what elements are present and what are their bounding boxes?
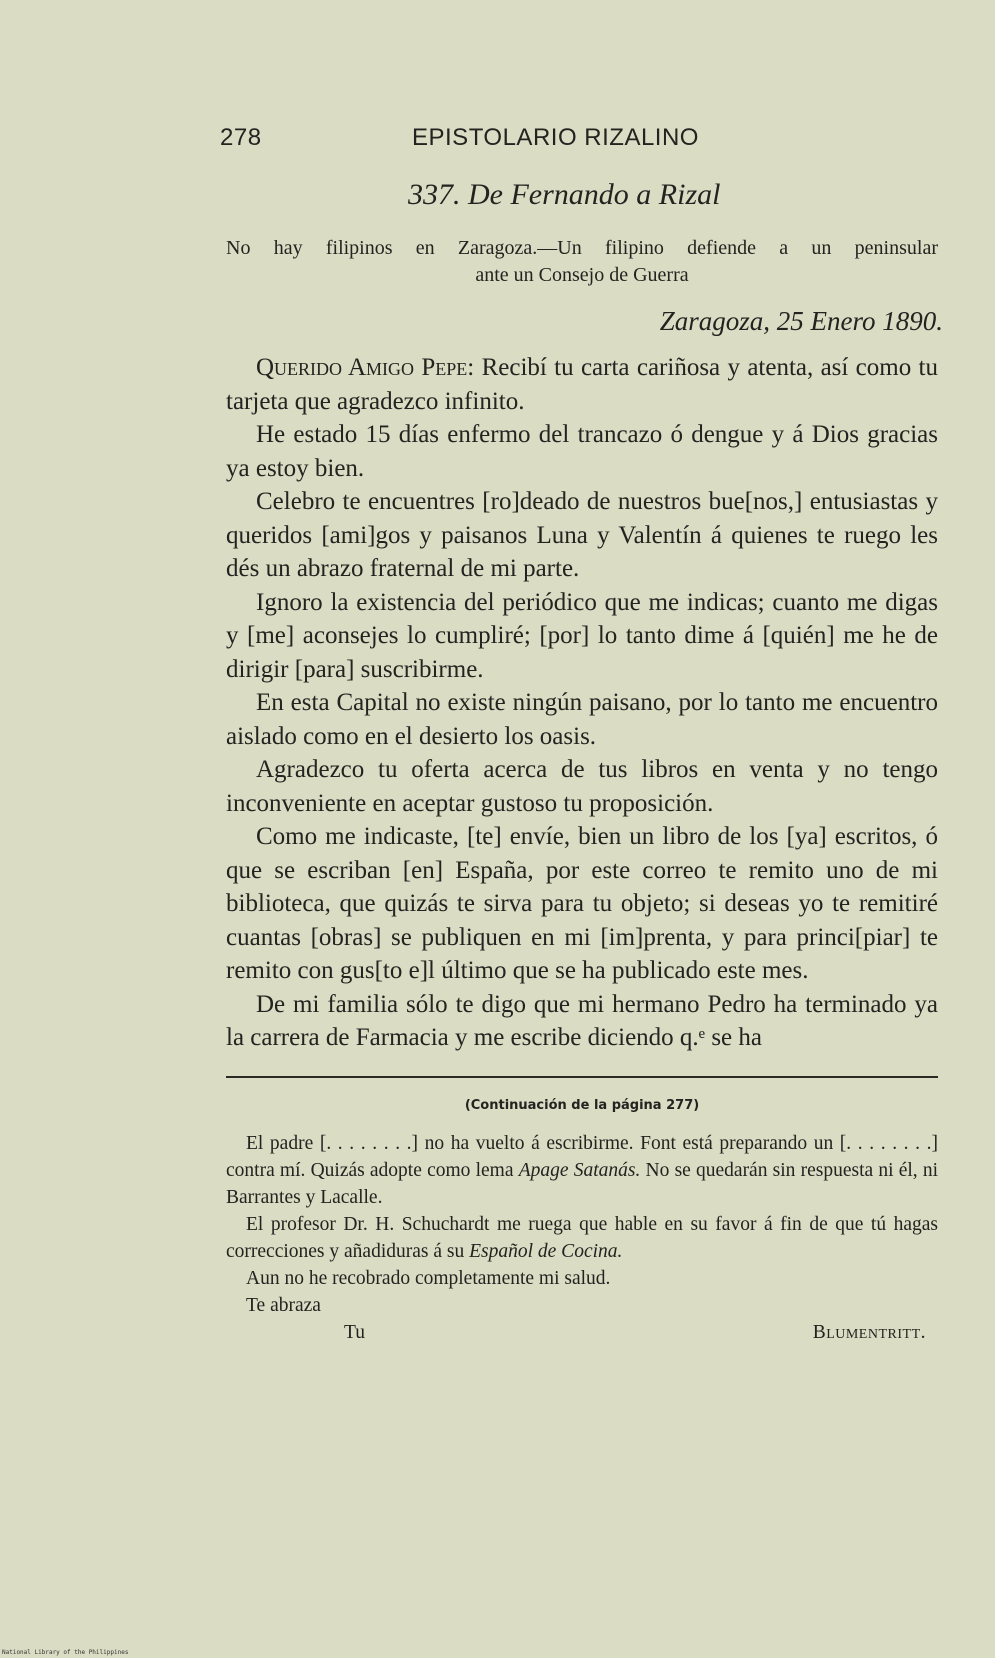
- paragraph: En esta Capital no existe ningún paisano, por lo tanto me encuentro aislado como en el desierto los oasis.: [226, 689, 938, 750]
- footnote-paragraph: [226, 1211, 938, 1265]
- running-title: EPISTOLARIO RIZALINO: [412, 124, 699, 151]
- summary-line: No hay filipinos en Zaragoza.—Un filipino defiende a un peninsular: [226, 237, 938, 259]
- footnote-italic: Apage Satanás.: [518, 1160, 641, 1181]
- letter-body: [226, 351, 938, 1055]
- paragraph: Agradezco tu oferta acerca de tus libros en venta y no tengo inconveniente en aceptar gustoso tu proposición.: [226, 756, 938, 817]
- page-number: 278: [220, 124, 262, 151]
- footnote-text: El padre [. . . . . . . .] no ha vuelto á escribirme. Font está preparando un [. . . . . . . .] contra mí. Quizás adopte como lema: [226, 1133, 938, 1181]
- paragraph: He estado 15 días enfermo del trancazo ó dengue y á Dios gracias ya estoy bien.: [226, 421, 938, 482]
- footnote-paragraph: Te abraza: [246, 1295, 321, 1316]
- library-credit: National Library of the Philippines: [2, 1649, 129, 1656]
- salutation: Querido Amigo Pepe:: [256, 354, 475, 381]
- footnote-divider: [226, 1076, 938, 1078]
- signature-row: [226, 1319, 938, 1346]
- footnote-text: No se quedarán sin respuesta ni él, ni Barrantes y Lacalle.: [226, 1160, 939, 1208]
- paragraph: De mi familia sólo te digo que mi hermano Pedro ha terminado ya la carrera de Farmacia y me escribe diciendo q.ᵉ se ha: [226, 990, 938, 1051]
- letter-summary: [226, 235, 938, 289]
- letter-date: Zaragoza, 25 Enero 1890.: [659, 306, 943, 336]
- letter-title: 337. De Fernando a Rizal: [408, 178, 721, 211]
- closing-word: Tu: [344, 1322, 365, 1343]
- footnote-block: [226, 1130, 938, 1346]
- signature: Blumentritt.: [812, 1322, 926, 1343]
- footnote-paragraph: [226, 1130, 938, 1211]
- footnote-text: El profesor Dr. H. Schuchardt me ruega que hable en su favor á fin de que tú hagas correcciones y añadiduras á su: [226, 1214, 938, 1262]
- paragraph: Ignoro la existencia del periódico que me indicas; cuanto me digas y [me] aconsejes lo cumpliré; [por] lo tanto dime á [quién] me he de dirigir [para] suscribirme.: [226, 588, 938, 683]
- page-header: [220, 124, 940, 160]
- footnote-paragraph: Aun no he recobrado completamente mi salud.: [246, 1268, 611, 1289]
- paragraph-text: Recibí tu carta cariñosa y atenta, así como tu tarjeta que agradezco infinito.: [226, 354, 939, 415]
- summary-line: ante un Consejo de Guerra: [475, 264, 689, 286]
- footnote-italic: Español de Cocina.: [469, 1241, 623, 1262]
- paragraph: Celebro te encuentres [ro]deado de nuestros bue[nos,] entusiastas y queridos [ami]gos y paisanos Luna y Valentín á quienes te ruego les dés un abrazo fraternal de mi parte.: [226, 488, 938, 582]
- paragraph: Como me indicaste, [te] envíe, bien un libro de los [ya] escritos, ó que se escriban [en] España, por este correo te remito uno de mi biblioteca, que quizás te sirva para tu objeto; si deseas yo te remitiré cuantas [obras] se publiquen en mi [im]prenta, y para princi[piar] te remito con gus[to e]l último que se ha publicado este mes.: [226, 823, 938, 984]
- paragraph: [226, 351, 938, 418]
- continuation-note: (Continuación de la página 277): [464, 1098, 700, 1113]
